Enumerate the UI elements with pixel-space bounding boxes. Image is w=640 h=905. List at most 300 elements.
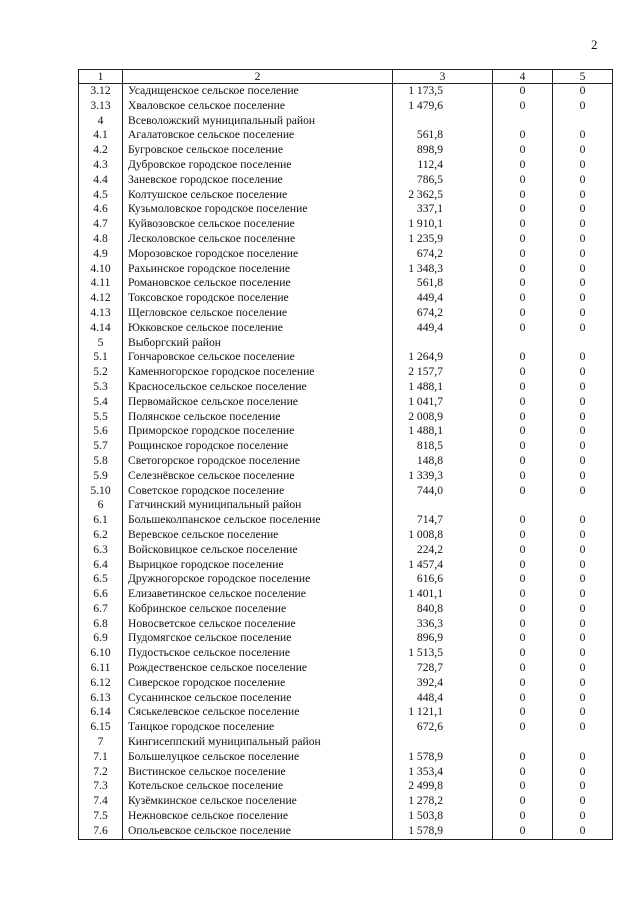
row-number-cell: 6.1 bbox=[79, 513, 123, 528]
row-number-cell: 5 bbox=[79, 336, 123, 351]
amount-cell: 112,4 bbox=[393, 158, 493, 173]
amount-cell: 744,0 bbox=[393, 484, 493, 499]
table-row bbox=[79, 646, 613, 661]
column-4-cell: 0 bbox=[493, 558, 553, 573]
column-4-cell: 0 bbox=[493, 262, 553, 277]
table-row bbox=[79, 99, 613, 114]
table-row bbox=[79, 321, 613, 336]
column-4-cell: 0 bbox=[493, 158, 553, 173]
column-4-cell bbox=[493, 735, 553, 750]
row-number-cell: 6.4 bbox=[79, 558, 123, 573]
column-5-cell bbox=[553, 114, 613, 129]
column-4-cell: 0 bbox=[493, 306, 553, 321]
amount-cell: 1 008,8 bbox=[393, 528, 493, 543]
row-number-cell: 7 bbox=[79, 735, 123, 750]
column-4-cell: 0 bbox=[493, 143, 553, 158]
settlement-name-cell: Всеволожский муниципальный район bbox=[123, 114, 393, 129]
row-number-cell: 6.10 bbox=[79, 646, 123, 661]
settlement-name-cell: Токсовское городское поселение bbox=[123, 291, 393, 306]
table-row bbox=[79, 543, 613, 558]
table-row bbox=[79, 676, 613, 691]
column-4-cell: 0 bbox=[493, 646, 553, 661]
amount-cell: 672,6 bbox=[393, 720, 493, 735]
column-4-cell: 0 bbox=[493, 543, 553, 558]
column-5-cell: 0 bbox=[553, 276, 613, 291]
column-5-cell: 0 bbox=[553, 484, 613, 499]
amount-cell: 1 488,1 bbox=[393, 424, 493, 439]
table-row bbox=[79, 188, 613, 203]
table-row bbox=[79, 572, 613, 587]
amount-cell bbox=[393, 114, 493, 129]
settlement-name-cell: Сяськелевское сельское поселение bbox=[123, 705, 393, 720]
column-4-cell: 0 bbox=[493, 291, 553, 306]
settlement-name-cell: Таицкое городское поселение bbox=[123, 720, 393, 735]
row-number-cell: 5.6 bbox=[79, 424, 123, 439]
table-row bbox=[79, 291, 613, 306]
row-number-cell: 5.1 bbox=[79, 350, 123, 365]
amount-cell: 1 339,3 bbox=[393, 469, 493, 484]
column-5-cell: 0 bbox=[553, 202, 613, 217]
column-5-cell: 0 bbox=[553, 262, 613, 277]
column-5-cell: 0 bbox=[553, 631, 613, 646]
amount-cell: 561,8 bbox=[393, 128, 493, 143]
column-4-cell: 0 bbox=[493, 469, 553, 484]
column-5-cell: 0 bbox=[553, 469, 613, 484]
row-number-cell: 6.3 bbox=[79, 543, 123, 558]
column-5-cell: 0 bbox=[553, 587, 613, 602]
settlement-name-cell: Красносельское сельское поселение bbox=[123, 380, 393, 395]
settlements-table-container bbox=[78, 69, 612, 840]
amount-cell: 728,7 bbox=[393, 661, 493, 676]
row-number-cell: 7.2 bbox=[79, 765, 123, 780]
amount-cell: 714,7 bbox=[393, 513, 493, 528]
column-4-cell: 0 bbox=[493, 454, 553, 469]
table-row bbox=[79, 498, 613, 513]
row-number-cell: 7.5 bbox=[79, 809, 123, 824]
column-4-cell bbox=[493, 336, 553, 351]
column-header-5: 5 bbox=[553, 70, 613, 84]
amount-cell: 1 503,8 bbox=[393, 809, 493, 824]
column-4-cell: 0 bbox=[493, 99, 553, 114]
settlement-name-cell: Гончаровское сельское поселение bbox=[123, 350, 393, 365]
column-4-cell: 0 bbox=[493, 617, 553, 632]
column-4-cell: 0 bbox=[493, 188, 553, 203]
amount-cell: 337,1 bbox=[393, 202, 493, 217]
table-row bbox=[79, 779, 613, 794]
column-5-cell: 0 bbox=[553, 454, 613, 469]
settlement-name-cell: Лесколовское сельское поселение bbox=[123, 232, 393, 247]
settlement-name-cell: Пудомягское сельское поселение bbox=[123, 631, 393, 646]
row-number-cell: 5.8 bbox=[79, 454, 123, 469]
table-row bbox=[79, 262, 613, 277]
amount-cell: 898,9 bbox=[393, 143, 493, 158]
table-row bbox=[79, 439, 613, 454]
table-row bbox=[79, 202, 613, 217]
column-5-cell: 0 bbox=[553, 306, 613, 321]
settlement-name-cell: Рахьинское городское поселение bbox=[123, 262, 393, 277]
column-4-cell: 0 bbox=[493, 765, 553, 780]
column-4-cell: 0 bbox=[493, 439, 553, 454]
column-5-cell: 0 bbox=[553, 513, 613, 528]
row-number-cell: 5.5 bbox=[79, 410, 123, 425]
column-4-cell bbox=[493, 498, 553, 513]
settlement-name-cell: Полянское сельское поселение bbox=[123, 410, 393, 425]
column-5-cell: 0 bbox=[553, 188, 613, 203]
row-number-cell: 4.6 bbox=[79, 202, 123, 217]
amount-cell bbox=[393, 336, 493, 351]
amount-cell: 818,5 bbox=[393, 439, 493, 454]
settlement-name-cell: Веревское сельское поселение bbox=[123, 528, 393, 543]
column-5-cell: 0 bbox=[553, 765, 613, 780]
row-number-cell: 4.8 bbox=[79, 232, 123, 247]
column-4-cell: 0 bbox=[493, 380, 553, 395]
column-4-cell: 0 bbox=[493, 202, 553, 217]
amount-cell: 1 513,5 bbox=[393, 646, 493, 661]
row-number-cell: 4.4 bbox=[79, 173, 123, 188]
row-number-cell: 6.8 bbox=[79, 617, 123, 632]
table-row bbox=[79, 410, 613, 425]
settlement-name-cell: Агалатовское сельское поселение bbox=[123, 128, 393, 143]
settlement-name-cell: Романовское сельское поселение bbox=[123, 276, 393, 291]
amount-cell bbox=[393, 498, 493, 513]
amount-cell: 674,2 bbox=[393, 306, 493, 321]
amount-cell: 1 353,4 bbox=[393, 765, 493, 780]
settlement-name-cell: Нежновское сельское поселение bbox=[123, 809, 393, 824]
column-5-cell: 0 bbox=[553, 99, 613, 114]
table-row bbox=[79, 735, 613, 750]
column-5-cell: 0 bbox=[553, 558, 613, 573]
row-number-cell: 5.7 bbox=[79, 439, 123, 454]
column-5-cell: 0 bbox=[553, 291, 613, 306]
column-5-cell: 0 bbox=[553, 143, 613, 158]
column-header-1: 1 bbox=[79, 70, 123, 84]
settlement-name-cell: Советское городское поселение bbox=[123, 484, 393, 499]
settlement-name-cell: Елизаветинское сельское поселение bbox=[123, 587, 393, 602]
settlement-name-cell: Войсковицкое сельское поселение bbox=[123, 543, 393, 558]
column-4-cell: 0 bbox=[493, 824, 553, 839]
settlement-name-cell: Дубровское городское поселение bbox=[123, 158, 393, 173]
row-number-cell: 4.5 bbox=[79, 188, 123, 203]
table-row bbox=[79, 247, 613, 262]
settlement-name-cell: Кингисеппский муниципальный район bbox=[123, 735, 393, 750]
amount-cell: 392,4 bbox=[393, 676, 493, 691]
column-5-cell: 0 bbox=[553, 676, 613, 691]
table-row bbox=[79, 306, 613, 321]
column-5-cell: 0 bbox=[553, 410, 613, 425]
amount-cell: 224,2 bbox=[393, 543, 493, 558]
row-number-cell: 6.7 bbox=[79, 602, 123, 617]
settlement-name-cell: Пудостьское сельское поселение bbox=[123, 646, 393, 661]
amount-cell: 616,6 bbox=[393, 572, 493, 587]
row-number-cell: 4.2 bbox=[79, 143, 123, 158]
table-row bbox=[79, 143, 613, 158]
amount-cell: 2 362,5 bbox=[393, 188, 493, 203]
row-number-cell: 4.12 bbox=[79, 291, 123, 306]
settlement-name-cell: Щегловское сельское поселение bbox=[123, 306, 393, 321]
row-number-cell: 6.9 bbox=[79, 631, 123, 646]
column-4-cell: 0 bbox=[493, 424, 553, 439]
column-5-cell: 0 bbox=[553, 128, 613, 143]
settlement-name-cell: Опольевское сельское поселение bbox=[123, 824, 393, 839]
table-row bbox=[79, 661, 613, 676]
column-5-cell: 0 bbox=[553, 365, 613, 380]
column-4-cell: 0 bbox=[493, 350, 553, 365]
settlement-name-cell: Кузьмоловское городское поселение bbox=[123, 202, 393, 217]
table-row bbox=[79, 336, 613, 351]
column-5-cell: 0 bbox=[553, 173, 613, 188]
amount-cell: 896,9 bbox=[393, 631, 493, 646]
column-5-cell bbox=[553, 498, 613, 513]
row-number-cell: 3.13 bbox=[79, 99, 123, 114]
row-number-cell: 6.15 bbox=[79, 720, 123, 735]
table-row bbox=[79, 617, 613, 632]
column-5-cell: 0 bbox=[553, 424, 613, 439]
column-5-cell: 0 bbox=[553, 380, 613, 395]
settlement-name-cell: Кузёмкинское сельское поселение bbox=[123, 794, 393, 809]
column-5-cell: 0 bbox=[553, 158, 613, 173]
column-5-cell: 0 bbox=[553, 617, 613, 632]
table-row bbox=[79, 484, 613, 499]
table-row bbox=[79, 528, 613, 543]
column-5-cell: 0 bbox=[553, 572, 613, 587]
column-4-cell: 0 bbox=[493, 232, 553, 247]
column-4-cell: 0 bbox=[493, 217, 553, 232]
amount-cell: 1 264,9 bbox=[393, 350, 493, 365]
row-number-cell: 5.9 bbox=[79, 469, 123, 484]
settlement-name-cell: Селезнёвское сельское поселение bbox=[123, 469, 393, 484]
table-row bbox=[79, 602, 613, 617]
column-header-2: 2 bbox=[123, 70, 393, 84]
table-row bbox=[79, 691, 613, 706]
column-4-cell: 0 bbox=[493, 365, 553, 380]
table-row bbox=[79, 720, 613, 735]
column-header-3: 3 bbox=[393, 70, 493, 84]
settlement-name-cell: Юкковское сельское поселение bbox=[123, 321, 393, 336]
table-row bbox=[79, 128, 613, 143]
settlement-name-cell: Большелуцкое сельское поселение bbox=[123, 750, 393, 765]
amount-cell: 148,8 bbox=[393, 454, 493, 469]
settlement-name-cell: Хваловское сельское поселение bbox=[123, 99, 393, 114]
amount-cell: 561,8 bbox=[393, 276, 493, 291]
column-4-cell: 0 bbox=[493, 631, 553, 646]
column-5-cell: 0 bbox=[553, 232, 613, 247]
settlement-name-cell: Морозовское городское поселение bbox=[123, 247, 393, 262]
settlement-name-cell: Сиверское городское поселение bbox=[123, 676, 393, 691]
table-row bbox=[79, 454, 613, 469]
column-4-cell: 0 bbox=[493, 247, 553, 262]
row-number-cell: 6.2 bbox=[79, 528, 123, 543]
row-number-cell: 6.6 bbox=[79, 587, 123, 602]
amount-cell: 1 910,1 bbox=[393, 217, 493, 232]
amount-cell: 2 499,8 bbox=[393, 779, 493, 794]
column-4-cell: 0 bbox=[493, 602, 553, 617]
column-4-cell: 0 bbox=[493, 809, 553, 824]
settlement-name-cell: Кобринское сельское поселение bbox=[123, 602, 393, 617]
row-number-cell: 4 bbox=[79, 114, 123, 129]
settlement-name-cell: Каменногорское городское поселение bbox=[123, 365, 393, 380]
column-5-cell bbox=[553, 735, 613, 750]
settlement-name-cell: Усадищенское сельское поселение bbox=[123, 84, 393, 99]
column-5-cell: 0 bbox=[553, 691, 613, 706]
column-4-cell: 0 bbox=[493, 410, 553, 425]
settlement-name-cell: Дружногорское городское поселение bbox=[123, 572, 393, 587]
amount-cell: 448,4 bbox=[393, 691, 493, 706]
column-4-cell: 0 bbox=[493, 84, 553, 99]
settlement-name-cell: Приморское городское поселение bbox=[123, 424, 393, 439]
row-number-cell: 4.11 bbox=[79, 276, 123, 291]
settlement-name-cell: Рождественское сельское поселение bbox=[123, 661, 393, 676]
row-number-cell: 7.3 bbox=[79, 779, 123, 794]
row-number-cell: 6.14 bbox=[79, 705, 123, 720]
column-5-cell: 0 bbox=[553, 809, 613, 824]
settlement-name-cell: Сусанинское сельское поселение bbox=[123, 691, 393, 706]
column-5-cell: 0 bbox=[553, 824, 613, 839]
column-5-cell: 0 bbox=[553, 321, 613, 336]
amount-cell bbox=[393, 735, 493, 750]
column-4-cell: 0 bbox=[493, 587, 553, 602]
column-4-cell: 0 bbox=[493, 484, 553, 499]
row-number-cell: 7.1 bbox=[79, 750, 123, 765]
settlement-name-cell: Выборгский район bbox=[123, 336, 393, 351]
column-5-cell: 0 bbox=[553, 543, 613, 558]
settlement-name-cell: Гатчинский муниципальный район bbox=[123, 498, 393, 513]
column-4-cell: 0 bbox=[493, 720, 553, 735]
column-4-cell: 0 bbox=[493, 794, 553, 809]
column-4-cell: 0 bbox=[493, 691, 553, 706]
column-5-cell: 0 bbox=[553, 705, 613, 720]
table-row bbox=[79, 765, 613, 780]
settlement-name-cell: Колтушское сельское поселение bbox=[123, 188, 393, 203]
table-body bbox=[79, 84, 613, 840]
column-5-cell: 0 bbox=[553, 395, 613, 410]
settlement-name-cell: Вистинское сельское поселение bbox=[123, 765, 393, 780]
amount-cell: 336,3 bbox=[393, 617, 493, 632]
settlement-name-cell: Первомайское сельское поселение bbox=[123, 395, 393, 410]
amount-cell: 1 173,5 bbox=[393, 84, 493, 99]
column-4-cell: 0 bbox=[493, 528, 553, 543]
column-4-cell: 0 bbox=[493, 173, 553, 188]
table-row bbox=[79, 84, 613, 99]
settlement-name-cell: Рощинское городское поселение bbox=[123, 439, 393, 454]
column-4-cell: 0 bbox=[493, 779, 553, 794]
column-5-cell: 0 bbox=[553, 602, 613, 617]
row-number-cell: 4.1 bbox=[79, 128, 123, 143]
table-row bbox=[79, 631, 613, 646]
column-4-cell: 0 bbox=[493, 128, 553, 143]
amount-cell: 1 479,6 bbox=[393, 99, 493, 114]
settlement-name-cell: Новосветское сельское поселение bbox=[123, 617, 393, 632]
amount-cell: 786,5 bbox=[393, 173, 493, 188]
column-5-cell: 0 bbox=[553, 439, 613, 454]
row-number-cell: 7.6 bbox=[79, 824, 123, 839]
row-number-cell: 6.12 bbox=[79, 676, 123, 691]
column-5-cell: 0 bbox=[553, 217, 613, 232]
table-row bbox=[79, 276, 613, 291]
column-header-4: 4 bbox=[493, 70, 553, 84]
table-row bbox=[79, 232, 613, 247]
amount-cell: 1 121,1 bbox=[393, 705, 493, 720]
column-4-cell: 0 bbox=[493, 676, 553, 691]
amount-cell: 674,2 bbox=[393, 247, 493, 262]
row-number-cell: 4.14 bbox=[79, 321, 123, 336]
column-4-cell: 0 bbox=[493, 276, 553, 291]
table-row bbox=[79, 824, 613, 839]
column-5-cell: 0 bbox=[553, 646, 613, 661]
table-row bbox=[79, 365, 613, 380]
amount-cell: 449,4 bbox=[393, 291, 493, 306]
table-row bbox=[79, 809, 613, 824]
amount-cell: 1 578,9 bbox=[393, 824, 493, 839]
row-number-cell: 4.3 bbox=[79, 158, 123, 173]
table-row bbox=[79, 705, 613, 720]
column-5-cell: 0 bbox=[553, 750, 613, 765]
row-number-cell: 5.4 bbox=[79, 395, 123, 410]
column-5-cell: 0 bbox=[553, 661, 613, 676]
amount-cell: 1 457,4 bbox=[393, 558, 493, 573]
amount-cell: 1 578,9 bbox=[393, 750, 493, 765]
row-number-cell: 4.10 bbox=[79, 262, 123, 277]
column-5-cell: 0 bbox=[553, 528, 613, 543]
row-number-cell: 4.9 bbox=[79, 247, 123, 262]
column-5-cell: 0 bbox=[553, 779, 613, 794]
column-4-cell: 0 bbox=[493, 661, 553, 676]
table-row bbox=[79, 469, 613, 484]
table-row bbox=[79, 513, 613, 528]
settlement-name-cell: Вырицкое городское поселение bbox=[123, 558, 393, 573]
amount-cell: 1 488,1 bbox=[393, 380, 493, 395]
table-row bbox=[79, 217, 613, 232]
column-4-cell: 0 bbox=[493, 750, 553, 765]
row-number-cell: 5.10 bbox=[79, 484, 123, 499]
settlements-table bbox=[78, 69, 613, 840]
row-number-cell: 7.4 bbox=[79, 794, 123, 809]
column-4-cell: 0 bbox=[493, 321, 553, 336]
table-row bbox=[79, 558, 613, 573]
row-number-cell: 5.3 bbox=[79, 380, 123, 395]
page-number: 2 bbox=[591, 37, 598, 52]
amount-cell: 840,8 bbox=[393, 602, 493, 617]
amount-cell: 1 348,3 bbox=[393, 262, 493, 277]
row-number-cell: 6.11 bbox=[79, 661, 123, 676]
settlement-name-cell: Большеколпанское сельское поселение bbox=[123, 513, 393, 528]
table-row bbox=[79, 380, 613, 395]
amount-cell: 2 008,9 bbox=[393, 410, 493, 425]
column-5-cell bbox=[553, 336, 613, 351]
amount-cell: 1 278,2 bbox=[393, 794, 493, 809]
table-row bbox=[79, 158, 613, 173]
amount-cell: 1 401,1 bbox=[393, 587, 493, 602]
column-4-cell bbox=[493, 114, 553, 129]
table-row bbox=[79, 794, 613, 809]
row-number-cell: 6 bbox=[79, 498, 123, 513]
row-number-cell: 5.2 bbox=[79, 365, 123, 380]
row-number-cell: 4.13 bbox=[79, 306, 123, 321]
table-row bbox=[79, 114, 613, 129]
column-5-cell: 0 bbox=[553, 350, 613, 365]
table-row bbox=[79, 350, 613, 365]
amount-cell: 2 157,7 bbox=[393, 365, 493, 380]
column-4-cell: 0 bbox=[493, 395, 553, 410]
column-4-cell: 0 bbox=[493, 513, 553, 528]
column-4-cell: 0 bbox=[493, 705, 553, 720]
row-number-cell: 4.7 bbox=[79, 217, 123, 232]
column-5-cell: 0 bbox=[553, 720, 613, 735]
table-row bbox=[79, 587, 613, 602]
table-row bbox=[79, 424, 613, 439]
settlement-name-cell: Котельское сельское поселение bbox=[123, 779, 393, 794]
settlement-name-cell: Куйвозовское сельское поселение bbox=[123, 217, 393, 232]
row-number-cell: 3.12 bbox=[79, 84, 123, 99]
